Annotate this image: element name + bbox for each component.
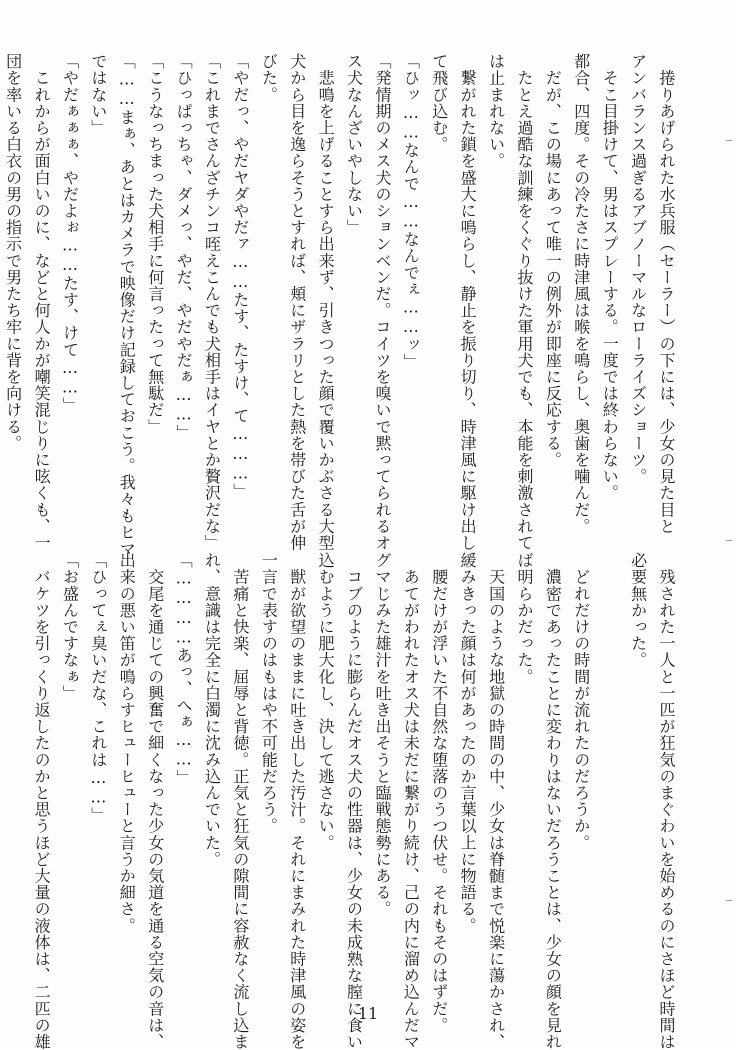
text-line: 捲りあげられた水兵服（セーラー）の下には、少女の見た目と xyxy=(657,53,676,535)
text-line: 「お盛んですなぁ」 xyxy=(60,552,80,702)
edge-scan-mark xyxy=(726,140,732,141)
page-number: 11 xyxy=(357,1004,379,1023)
text-line: 「発情期のメス犬のションベンだ。コイツを嗅いで黙ってられるオ xyxy=(372,53,392,551)
text-line: 一言で表すのはもはや不可能だろう。 xyxy=(259,552,279,835)
text-line: だが、この場にあって唯一の例外が即座に反応する。 xyxy=(543,53,563,468)
text-line: 緩みきった顔は何があったのか言葉以上に物語る。 xyxy=(458,552,478,934)
text-line: ではない」 xyxy=(88,53,108,136)
text-line: ス犬なんざいやしない」 xyxy=(344,53,364,236)
text-line: あてがわれたオス犬は未だに繋がり続け、己の内に溜め込んだマ xyxy=(401,552,421,1050)
text-line: 「……まぁ、あとはカメラで映像だけ記録しておこう。我々もヒマ xyxy=(117,53,137,557)
text-line: グマじみた雄汁を吐き出そうと臨戦態勢にある。 xyxy=(372,552,392,918)
text-line: 犬から目を逸らそうとすれば、頬にザラリとした熱を帯びた舌が伸 xyxy=(287,53,307,551)
text-line: 出来の悪い笛が鳴らすヒューヒューと言うか細さ。 xyxy=(117,552,137,934)
text-line: 獣が欲望のままに吐き出した汚汁。それにまみれた時津風の姿を xyxy=(287,552,307,1050)
edge-scan-mark xyxy=(726,540,732,541)
text-line: 繋がれた鎖を盛大に鳴らし、静止を振り切り、時津風に駆け出し xyxy=(458,53,478,551)
text-line: 濃密であったことに変わりはないだろうことは、少女の顔を見れ xyxy=(543,552,563,1050)
text-line: 込むように肥大化し、決して逃さない。 xyxy=(316,552,336,851)
text-line: 団を率いる白衣の男の指示で男たち牢に背を向ける。 xyxy=(3,53,23,452)
text-line: 腰だけが浮いた不自然な堕落のうつ伏せ。それもそのはずだ。 xyxy=(429,552,449,1034)
text-line: 天国のような地獄の時間の中、少女は脊髄まで悦楽に蕩かされ、 xyxy=(486,552,506,1050)
text-line: たとえ過酷な訓練をくぐり抜けた軍用犬でも、本能を刺激されて xyxy=(514,53,534,551)
text-line: ば明らかだった。 xyxy=(514,552,534,685)
upper-text-block xyxy=(3,53,680,557)
text-line: どれだけの時間が流れたのだろうか。 xyxy=(571,552,591,851)
text-line: れ、意識は完全に白濁に沈み込んでいた。 xyxy=(202,552,222,868)
text-line: 苦痛と快楽、屈辱と背徳。正気と狂気の隙間に容赦なく流し込ま xyxy=(230,552,250,1050)
text-line: 都合、四度。その冷たさに時津風は喉を鳴らし、奥歯を噛んだ。 xyxy=(571,53,591,535)
text-line: アンバランス過ぎるアブノーマルなローライズショーツ。 xyxy=(628,53,648,485)
text-line: 「これまでさんざチンコ咥えこんでも犬相手はイヤとか贅沢だな」 xyxy=(202,53,222,551)
text-line: 悲鳴を上げることすら出来ず、引きつった顔で覆いかぶさる大型 xyxy=(316,53,336,551)
text-line: て飛び込む。 xyxy=(429,53,449,153)
text-line: 「…………あっ、へぁ……」 xyxy=(174,552,194,786)
text-line: 必要無かった。 xyxy=(628,552,648,669)
text-line: 「ひってぇ臭いだな、これは……」 xyxy=(88,552,108,824)
text-line xyxy=(595,552,623,992)
text-line: びた。 xyxy=(259,53,279,103)
text-line: バケツを引っくり返したのかと思うほど大量の液体は、二匹の雄 xyxy=(32,552,52,1050)
text-line: 交尾を通じての興奮で細くなった少女の気道を通る空気の音は、 xyxy=(145,552,165,1050)
text-line: 「やだっ、やだヤダやだァ……たす、たすけ、て………」 xyxy=(230,53,250,500)
text-line: は止まれない。 xyxy=(486,53,506,170)
text-line: これからが面白いのに、などと何人かが嘲笑混じりに呟くも、一 xyxy=(32,53,52,551)
text-line: 「こうなっちまった犬相手に何言ったって無駄だ」 xyxy=(145,53,165,435)
text-line: 「やだぁぁぁ、やだよぉ……たす、けて……」 xyxy=(60,53,80,414)
text-line: 残された一人と一匹が狂気のまぐわいを始めるのにさほど時間は xyxy=(657,552,676,1050)
text-line: そこ目掛けて、男はスプレーする。一度では終わらない。 xyxy=(600,53,620,502)
text-line: 「ひっぱっちゃ、ダメっ、やだ、やだやだぁ……」 xyxy=(174,53,194,441)
edge-scan-mark xyxy=(726,900,732,901)
text-line: コブのように膨らんだオス犬の性器は、少女の未成熟な膣に食い xyxy=(344,552,364,1050)
text-line: 「ひッ……なんで……なんでぇ……ッ」 xyxy=(401,53,421,370)
